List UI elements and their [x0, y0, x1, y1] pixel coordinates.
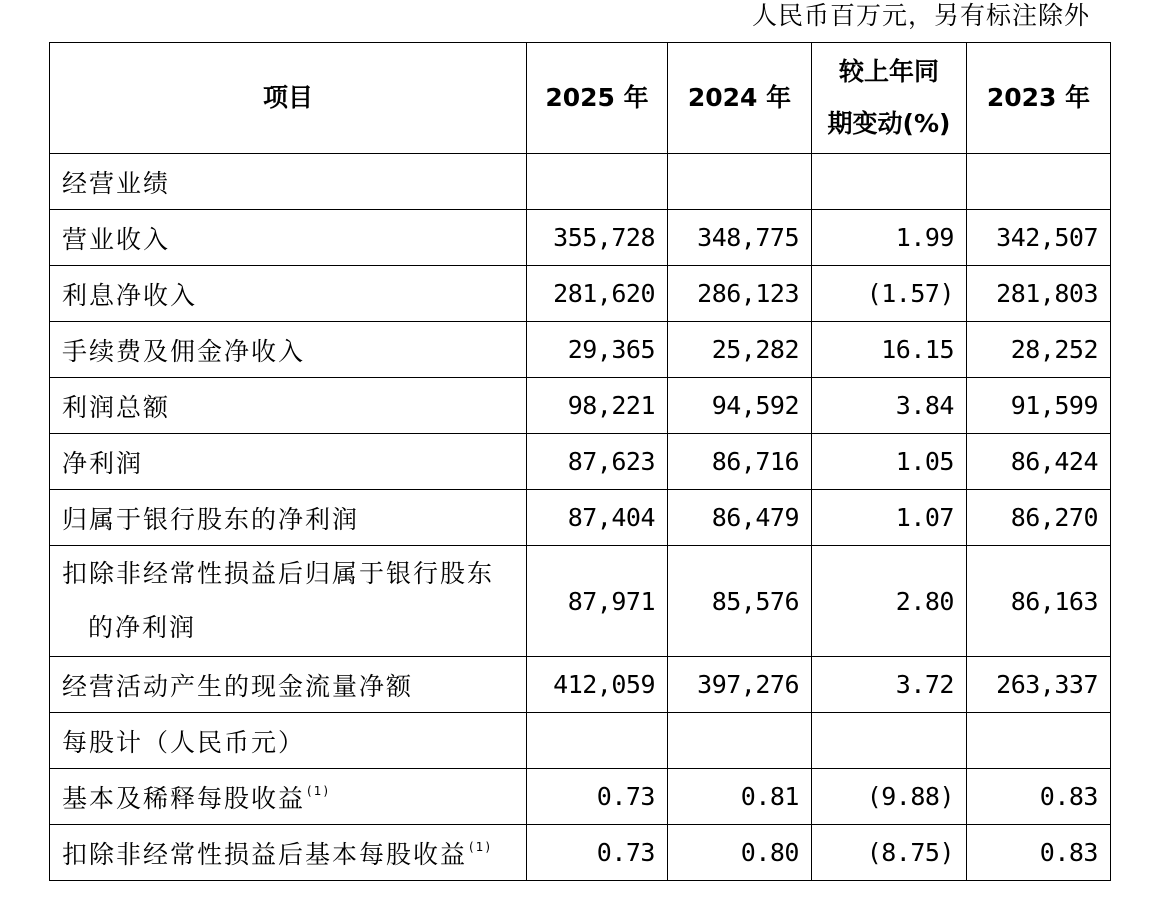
cell-change: 2.80 — [812, 546, 967, 657]
table-row — [50, 490, 1111, 546]
row-label-line1: 扣除非经常性损益后归属于银行股东 — [62, 559, 495, 588]
header-change — [812, 43, 967, 154]
row-label — [50, 546, 527, 657]
header-2023: 2023 年 — [967, 43, 1111, 154]
row-label: 利润总额 — [50, 378, 527, 434]
section-label: 经营业绩 — [50, 154, 527, 210]
cell-2024: 85,576 — [668, 546, 812, 657]
cell-2023: 0.83 — [967, 769, 1111, 825]
row-label-text: 基本及稀释每股收益 — [62, 783, 306, 813]
cell-2023: 342,507 — [967, 210, 1111, 266]
cell-2024: 286,123 — [668, 266, 812, 322]
cell-2023: 0.83 — [967, 825, 1111, 881]
cell-2025: 355,728 — [527, 210, 668, 266]
cell-2023: 86,270 — [967, 490, 1111, 546]
header-2024: 2024 年 — [668, 43, 812, 154]
table-row — [50, 378, 1111, 434]
cell-change: 1.99 — [812, 210, 967, 266]
cell-2024: 25,282 — [668, 322, 812, 378]
header-item: 项目 — [50, 43, 527, 154]
cell-change: 1.05 — [812, 434, 967, 490]
cell-2024: 94,592 — [668, 378, 812, 434]
row-label: 净利润 — [50, 434, 527, 490]
cell-2025: 87,971 — [527, 546, 668, 657]
table-row — [50, 657, 1111, 713]
table-row — [50, 266, 1111, 322]
row-label: 营业收入 — [50, 210, 527, 266]
table-row — [50, 769, 1111, 825]
cell-2024: 86,716 — [668, 434, 812, 490]
row-label — [50, 825, 527, 881]
cell-2024: 0.81 — [668, 769, 812, 825]
cell-change: (1.57) — [812, 266, 967, 322]
cell-change: (9.88) — [812, 769, 967, 825]
cell-change: 16.15 — [812, 322, 967, 378]
table-row — [50, 434, 1111, 490]
cell-2025: 29,365 — [527, 322, 668, 378]
cell-2024: 397,276 — [668, 657, 812, 713]
cell-2023: 86,163 — [967, 546, 1111, 657]
cell-2023: 281,803 — [967, 266, 1111, 322]
unit-note: 人民币百万元，另有标注除外 — [751, 1, 1090, 30]
cell-2025: 0.73 — [527, 769, 668, 825]
cell-2025: 87,623 — [527, 434, 668, 490]
cell-2024: 0.80 — [668, 825, 812, 881]
row-label — [50, 769, 527, 825]
cell-2024: 348,775 — [668, 210, 812, 266]
row-label: 经营活动产生的现金流量净额 — [50, 657, 527, 713]
header-2025: 2025 年 — [527, 43, 668, 154]
table-row — [50, 825, 1111, 881]
header-change-line2: 期变动(%) — [827, 109, 951, 138]
table-header-row — [50, 43, 1111, 154]
table-row — [50, 322, 1111, 378]
row-label: 利息净收入 — [50, 266, 527, 322]
cell-change: (8.75) — [812, 825, 967, 881]
row-label-text: 扣除非经常性损益后基本每股收益 — [62, 839, 468, 869]
financial-summary-table — [49, 42, 1111, 881]
table-row — [50, 210, 1111, 266]
row-label: 手续费及佣金净收入 — [50, 322, 527, 378]
cell-2023: 91,599 — [967, 378, 1111, 434]
row-label: 归属于银行股东的净利润 — [50, 490, 527, 546]
cell-2025: 98,221 — [527, 378, 668, 434]
cell-2025: 0.73 — [527, 825, 668, 881]
header-change-line1: 较上年同 — [838, 57, 939, 86]
cell-2025: 281,620 — [527, 266, 668, 322]
section-row-operating — [50, 154, 1111, 210]
section-row-per-share — [50, 713, 1111, 769]
cell-2023: 28,252 — [967, 322, 1111, 378]
row-label-line2: 的净利润 — [88, 613, 197, 642]
cell-2024: 86,479 — [668, 490, 812, 546]
footnote-marker: (1) — [307, 783, 331, 798]
cell-2023: 86,424 — [967, 434, 1111, 490]
cell-2025: 87,404 — [527, 490, 668, 546]
table-row — [50, 546, 1111, 657]
cell-change: 1.07 — [812, 490, 967, 546]
cell-change: 3.72 — [812, 657, 967, 713]
section-label: 每股计（人民币元） — [50, 713, 527, 769]
cell-2023: 263,337 — [967, 657, 1111, 713]
cell-change: 3.84 — [812, 378, 967, 434]
cell-2025: 412,059 — [527, 657, 668, 713]
footnote-marker: (1) — [469, 839, 493, 854]
